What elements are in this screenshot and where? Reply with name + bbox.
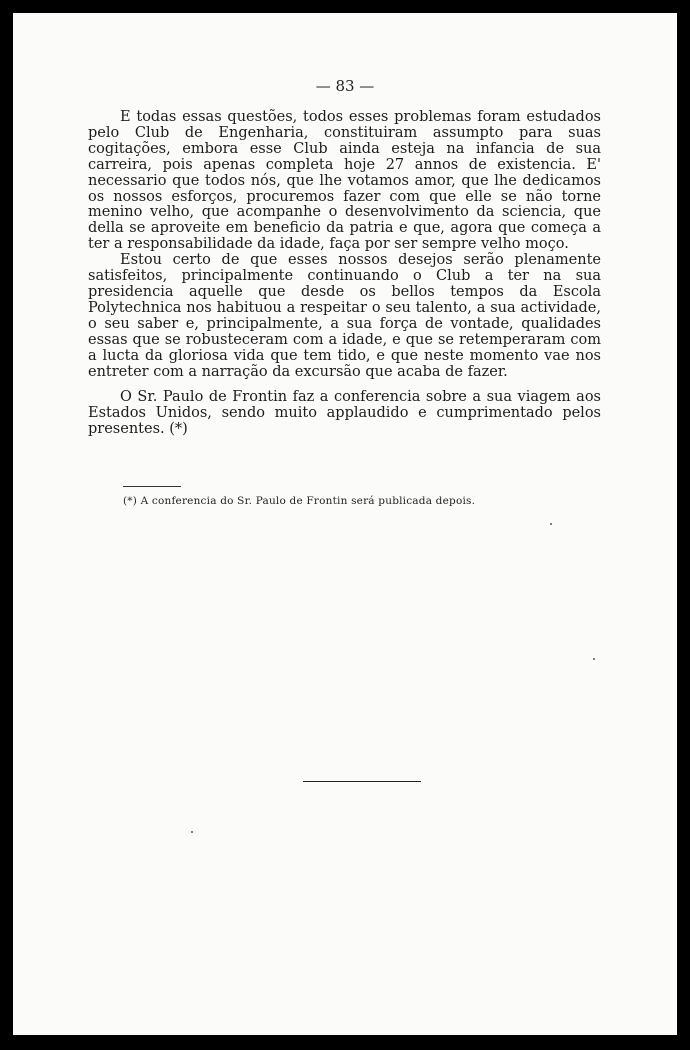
footnote: (*) A conferencia do Sr. Paulo de Frontin será publicada depois. bbox=[123, 495, 476, 507]
print-speck bbox=[550, 523, 552, 525]
paragraph-3: O Sr. Paulo de Frontin faz a conferencia sobre a sua viagem aos Estados Unidos, sendo muito applaudido e cumprimentado pelos presentes. (*) bbox=[88, 389, 601, 438]
end-of-text-rule bbox=[303, 781, 421, 782]
footnote-divider bbox=[123, 486, 181, 487]
body-text bbox=[88, 110, 601, 438]
print-speck bbox=[593, 658, 595, 660]
page-number: — 83 — bbox=[315, 77, 375, 95]
paragraph-1: E todas essas questões, todos esses problemas foram estudados pelo Club de Engenharia, constituiram assumpto para suas cogitações, embora esse Club ainda esteja na infancia de sua carreira, pois apenas completa hoje 27 annos de existencia. E' necessario que todos nós, que lhe votamos amor, que lhe dedicamos os nossos esforços, procuremos fazer com que elle se não torne menino velho, que acompanhe o desenvolvimento da sciencia, que della se aproveite em beneficio da patria e que, agora que começa a ter a responsabilidade da idade, faça por ser sempre velho moço. bbox=[88, 109, 601, 253]
paragraph-2: Estou certo de que esses nossos desejos serão plenamente satisfeitos, principalmente continuando o Club a ter na sua presidencia aquelle que desde os bellos tempos da Escola Polytechnica nos habituou a respeitar o seu talento, a sua actividade, o seu saber e, principalmente, a sua força de vontade, qualidades essas que se robusteceram com a idade, e que se retemperaram com a lucta da gloriosa vida que tem tido, e que neste momento vae nos entreter com a narração da excursão que acaba de fazer. bbox=[88, 252, 601, 380]
print-speck bbox=[191, 831, 193, 833]
document-page bbox=[13, 13, 677, 1035]
